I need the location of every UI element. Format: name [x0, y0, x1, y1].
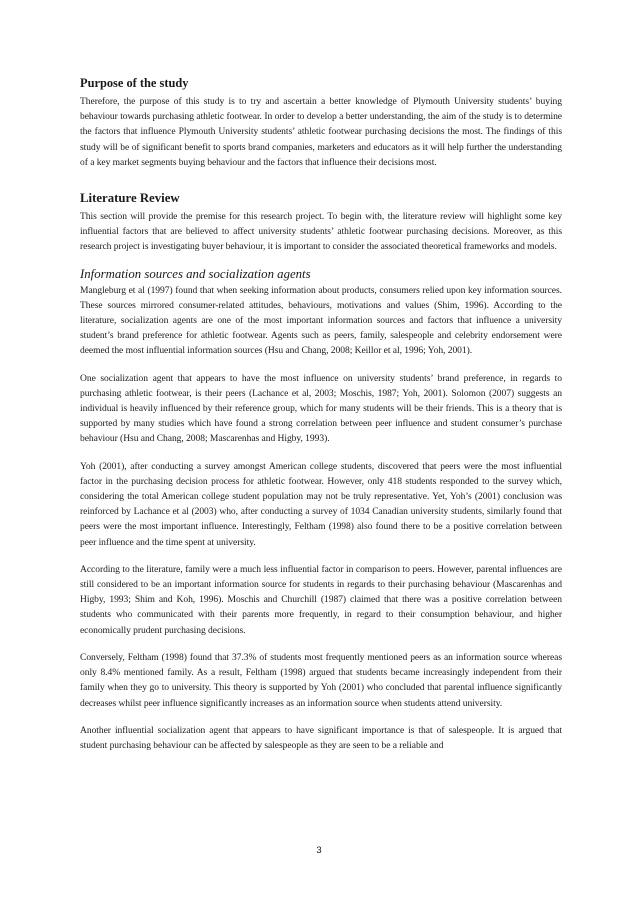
body-paragraph: One socialization agent that appears to have the most influence on university students’ brand preference, in regards to purchasing athletic footwear, is their peers (Lachance et al, 2003; Moschis, 1987; Yoh, 2001). Solomon (2007) suggests an individual is heavily influenced by their reference group, which for many students will be their friends. This is a theory that is supported by many studies which have found a strong correlation between peer influence and student consumer’s purchase behaviour (Hsu and Chang, 2008; Mascarenhas and Higby, 1993).: [80, 372, 562, 445]
page-number: 3: [316, 845, 322, 856]
purpose-paragraph: Therefore, the purpose of this study is to try and ascertain a better knowledge of Plymouth University students’ buying behaviour towards purchasing athletic footwear. In order to develop a better understanding, the aim of the study is to determine the factors that influence Plymouth University students’ athletic footwear purchasing decisions the most. The findings of this study will be of significant benefit to sports brand companies, marketers and educators as it will help further the understanding of a key market segments buying behaviour and the factors that influence their decisions most.: [80, 96, 562, 168]
body-paragraph: Conversely, Feltham (1998) found that 37.3% of students most frequently mentioned peers as an information source whereas only 8.4% mentioned family. As a result, Feltham (1998) argued that students became increasingly independent from their family when they go to university. This theory is supported by Yoh (2001) who concluded that parental influence significantly decreases whilst peer influence significantly increases as an information source when students attend university.: [80, 651, 562, 709]
body-paragraph: Another influential socialization agent that appears to have significant importance is that of salespeople. It is argued that student purchasing behaviour can be affected by salespeople as they are seen to be a reliable and: [80, 724, 562, 751]
document-page: [80, 76, 562, 753]
information-sources-heading: Information sources and socialization agents: [80, 266, 311, 281]
body-paragraph: Mangleburg et al (1997) found that when seeking information about products, consumers relied upon key information sources. These sources mirrored consumer-related attitudes, behaviours, motivations and values (Shim, 1996). According to the literature, socialization agents are one of the most important information sources and factors that influence a university student’s brand preference for athletic footwear. Agents such as peers, family, salespeople and celebrity endorsement were deemed the most influential information sources (Hsu and Chang, 2008; Keillor et al, 1996; Yoh, 2001).: [80, 284, 562, 357]
body-paragraph: According to the literature, family were a much less influential factor in comparison to peers. However, parental influences are still considered to be an important information source for students in regards to their purchasing behaviour (Mascarenhas and Higby, 1993; Shim and Koh, 1996). Moschis and Churchill (1987) claimed that there was a positive correlation between students who communicated with their parents more frequently, in regard to their consumption behaviour, and higher economically prudent purchasing decisions.: [80, 563, 562, 636]
body-paragraph: Yoh (2001), after conducting a survey amongst American college students, discovered that peers were the most influential factor in the purchasing decision process for athletic footwear. However, only 418 students responded to the survey which, considering the total American college student population may not be truly representative. Yet, Yoh’s (2001) conclusion was reinforced by Lachance et al (2003) who, after conducting a survey of 1034 Canadian university students, similarly found that peers were the most important influence. Interestingly, Feltham (1998) also found there to be a positive correlation between peer influence and the time spent at university.: [80, 460, 562, 548]
purpose-heading: Purpose of the study: [80, 76, 189, 90]
literature-review-paragraph: This section will provide the premise for this research project. To begin with, the literature review will highlight some key influential factors that are believed to affect university students’ athletic footwear purchasing decisions. Moreover, as this research project is investigating buyer behaviour, it is important to consider the associated theoretical frameworks and models.: [80, 211, 562, 253]
literature-review-heading: Literature Review: [80, 191, 180, 206]
